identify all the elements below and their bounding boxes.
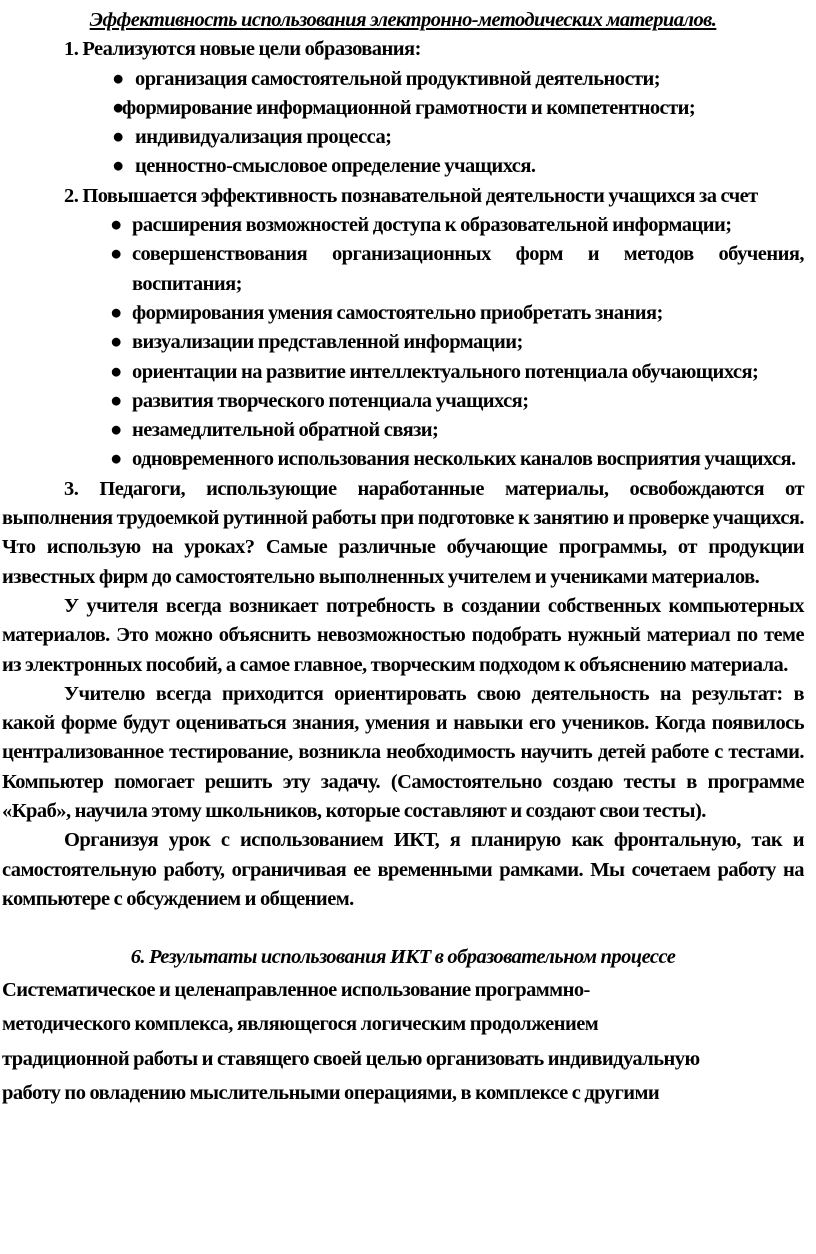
- list-item: ● визуализации представленной информации;: [2, 328, 804, 357]
- list-item: ● формирования умения самостоятельно приобретать знания;: [2, 299, 804, 328]
- bullet-icon: ●: [110, 419, 122, 442]
- text-line: Систематическое и целенаправленное использование программно-: [2, 978, 590, 1001]
- text-line: работу по овладению мыслительными операциями, в комплексе с другими: [2, 1082, 660, 1104]
- list-item: ● развития творческого потенциала учащихся;: [2, 387, 804, 416]
- text-line: методического комплекса, являющегося логическим продолжением: [2, 1013, 599, 1035]
- list-item: ● незамедлительной обратной связи;: [2, 416, 804, 445]
- bullet-icon: ●: [110, 331, 122, 354]
- paragraph: У учителя всегда возникает потребность в создании собственных компьютерных материалов. Это можно объяснить невозможностью подобрать нужный материал по теме из электронных пособий, а самое главное, творческим подходом к объяснению материала.: [2, 594, 804, 676]
- point-2-list: [2, 211, 804, 475]
- paragraph: Организуя урок с использованием ИКТ, я планирую как фронтальную, так и самостоятельную работу, ограничивая ее временными рамками. Мы сочетаем работу на компьютере с обсуждением и общением.: [2, 829, 804, 910]
- section-6-text: [2, 973, 804, 1111]
- document-title: Эффективность использования электронно-методических материалов.: [89, 9, 717, 31]
- bullet-icon: ●: [110, 301, 122, 324]
- bullet-icon: ●: [110, 214, 122, 237]
- bullet-icon: ●: [110, 360, 122, 383]
- list-item: ● ценностно-смысловое определение учащихся.: [2, 152, 804, 181]
- bullet-icon: ●: [112, 67, 124, 90]
- list-item: ● ориентации на развитие интеллектуального потенциала обучающихся;: [2, 358, 804, 387]
- bullet-icon: ●: [110, 243, 122, 266]
- point-1-list: [2, 65, 804, 182]
- bullet-icon: ●: [110, 389, 122, 412]
- point-1-heading: 1. Реализуются новые цели образования:: [64, 38, 421, 61]
- list-item: ● расширения возможностей доступа к образовательной информации;: [2, 211, 804, 240]
- point-2-heading: 2. Повышается эффективность познавательной деятельности учащихся за счет: [64, 184, 758, 207]
- list-item: ● формирование информационной грамотности и компетентности;: [2, 94, 804, 123]
- point-3-paragraph: 3. Педагоги, использующие наработанные материалы, освобождаются от выполнения трудоемкой рутинной работы при подготовке к занятию и проверке учащихся. Что использую на уроках? Самые различные обучающие программы, от продукции известных фирм до самостоятельно выполненных учителем и учениками материалов.: [2, 477, 804, 588]
- bullet-icon: ●: [112, 155, 124, 178]
- list-item: ● совершенствования организационных форм и методов обучения, воспитания;: [2, 240, 804, 299]
- list-item: ● индивидуализация процесса;: [2, 123, 804, 152]
- bullet-icon: ●: [112, 126, 124, 149]
- bullet-icon: ●: [110, 448, 122, 471]
- text-line: традиционной работы и ставящего своей целью организовать индивидуальную: [2, 1047, 700, 1070]
- paragraph: Учителю всегда приходится ориентировать свою деятельность на результат: в какой форме будут оцениваться знания, умения и навыки его учеников. Когда появилось централизованное тестирование, возникла необходимость научить детей работе с тестами. Компьютер помогает решить эту задачу. (Самостоятельно создаю тесты в программе «Краб», научила этому школьников, которые составляют и создают свои тесты).: [2, 682, 804, 823]
- list-item: ● одновременного использования нескольких каналов восприятия учащихся.: [2, 445, 804, 474]
- bullet-icon: ●: [112, 96, 124, 119]
- list-item: ● организация самостоятельной продуктивной деятельности;: [2, 65, 804, 94]
- section-6-title: 6. Результаты использования ИКТ в образовательном процессе: [130, 946, 676, 969]
